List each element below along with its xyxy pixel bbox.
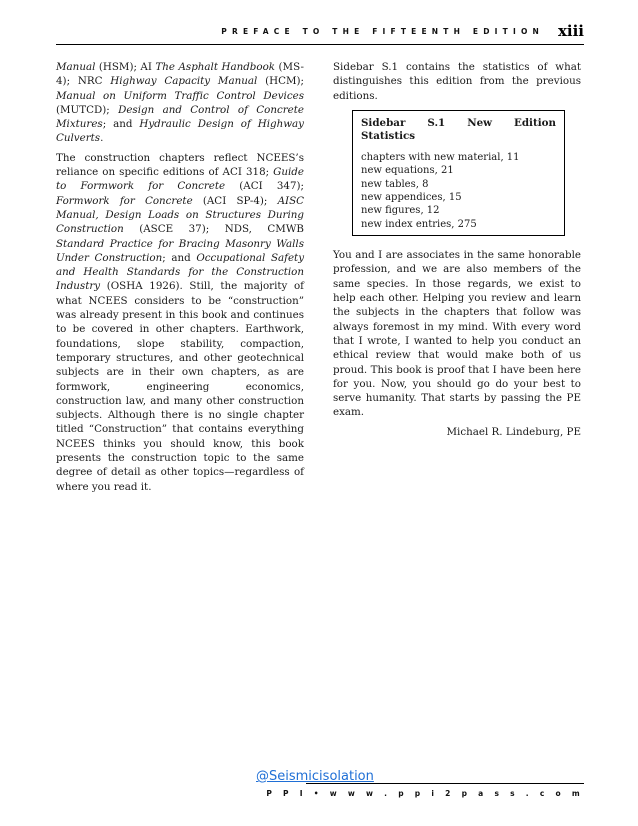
right-intro-paragraph: Sidebar S.1 contains the statistics of what distinguishes this edition from the previous editions. [333,61,581,102]
italic-run: Hydraulic Design of Highway Culverts [56,118,304,145]
sidebar-item: new appendices, 15 [361,191,462,203]
footer-publisher-url: P P I • w w w . p p i 2 p a s s . c o m [266,789,584,798]
sidebar-item: new tables, 8 [361,178,429,190]
italic-run: Guide to Formwork for Concrete [56,166,304,193]
italic-run: Manual on Uniform Traffic Control Devices [56,89,304,102]
author-signature: Michael R. Lindeburg, PE [446,425,581,438]
text-run: (HCM); [257,75,304,88]
text-run: (ASCE 37); NDS, CMWB [123,223,304,236]
sidebar-box [352,110,565,236]
left-paragraph-1 [56,60,304,146]
footer-rule [306,783,584,784]
text-run: (HSM); AI [95,61,156,73]
watermark-link[interactable]: @Seismicisolation [256,769,374,784]
text-run: (MUTCD); [56,103,119,116]
italic-run: Formwork for Concrete [56,194,193,207]
right-column [333,60,581,439]
text-run: (OSHA 1926). Still, the majority of what NCEES considers to be “construction” was already present in this book and continues to be covered in other chapters. Earthwork, foundations, slope stability, compaction, temporary structures, and other geotechnical subjects are in their own chapters, as are formwork, engineering economics, construction law, and many other construction subjects. Although there is no single chapter titled “Construction” that contains everything NCEES thinks you should know, this book presents the construction topic to the same degree of detail as other topics—regardless of where you read it. [56,280,304,493]
sidebar-item: chapters with new material, 11 [361,151,520,163]
text-run: (MS-4); NRC [56,61,304,88]
italic-run: Manual [56,61,96,73]
text-run: (ACI SP-4); [192,194,278,207]
italic-run: The Asphalt Handbook [155,61,276,73]
italic-run: Design and Control of Concrete Mixtures [56,103,304,131]
text-run: (ACI 347); [225,180,304,193]
sidebar-item: new figures, 12 [361,205,440,217]
header-rule [56,44,584,45]
text-run: ; and [102,118,140,131]
italic-run: AISC Manual, Design Loads on Structures During Construction [56,194,305,236]
sidebar-item: new index entries, 275 [361,218,477,230]
sidebar-title: Sidebar S.1 New Edition Statistics [361,116,556,143]
sidebar-item: new equations, 21 [361,165,454,177]
text-run: ; and [162,251,197,264]
italic-run: Highway Capacity Manual [110,75,258,88]
italic-run: Standard Practice for Bracing Masonry Walls Under Construction [56,237,304,264]
italic-run: Occupational Safety and Health Standards for the Construction Industry [56,251,305,293]
text-run: . [100,132,104,145]
left-column [56,60,304,499]
running-header-title: PREFACE TO THE FIFTEENTH EDITION [221,27,544,36]
running-header [56,22,584,42]
page-number: xiii [557,22,584,40]
text-run: The construction chapters reflect NCEES’s reliance on specific editions of ACI 318; [56,151,304,179]
right-closing-paragraph: You and I are associates in the same honorable profession, and we are also members of the same species. In those regards, we exist to help each other. Helping you review and learn the subjects in the chapters that follow was always foremost in my mind. With every word that I wrote, I wanted to help you conduct an ethical review that would make both of us proud. This book is proof that I have been here for you. Now, you should go do your best to serve humanity. That starts by passing the PE exam. [333,249,581,419]
left-paragraph-2 [56,151,304,494]
